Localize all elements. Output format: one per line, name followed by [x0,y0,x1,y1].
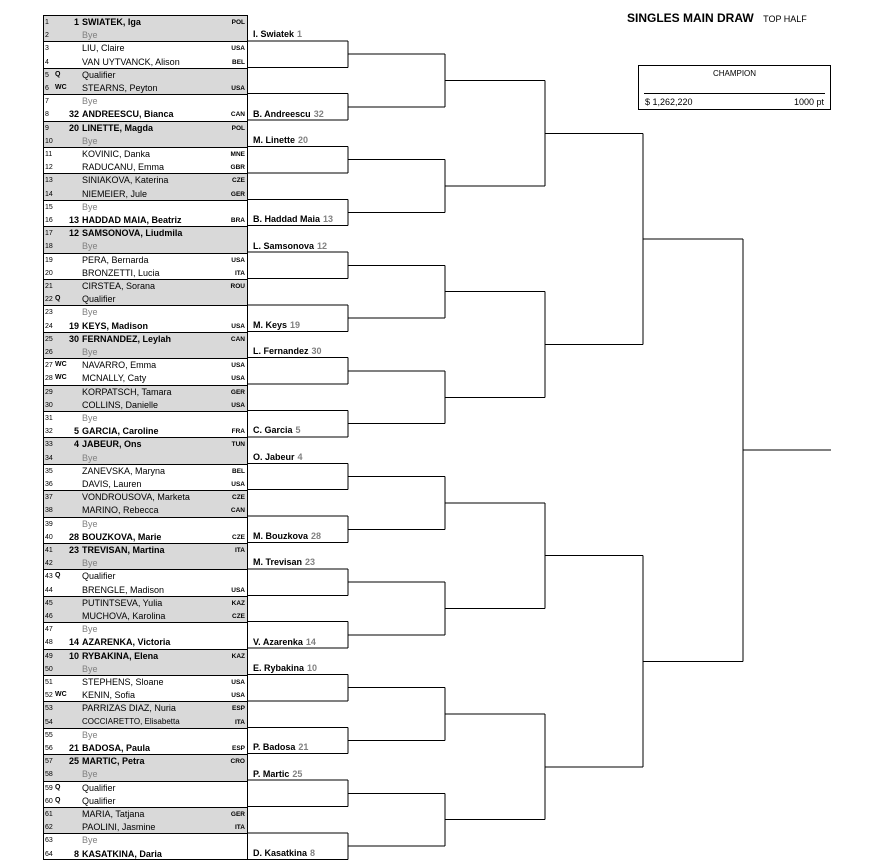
player-country: ITA [235,269,245,277]
draw-position: 25 [45,335,53,343]
advancing-player-name: M. Linette [253,135,295,145]
player-country: GER [230,190,245,198]
advancing-player-name: B. Haddad Maia [253,214,321,225]
player-country: CZE [232,533,245,541]
player-country: USA [231,679,245,686]
draw-position: 43 [45,573,53,581]
entry-status: WC [55,374,67,382]
player-country: ROU [230,283,245,290]
advancing-player-name: P. Martic [253,768,290,779]
player-country: USA [231,480,245,488]
draw-position: 64 [45,850,53,858]
player-country: ITA [235,718,245,726]
entry-status: Q [55,70,61,78]
player-country: USA [231,322,245,330]
player-seed: 21 [68,742,79,753]
player-country: POL [231,124,245,132]
player-name: MARIA, Tatjana [82,809,145,819]
advancing-player-name: L. Fernandez [253,346,309,357]
advancing-player-name: P. Badosa [253,742,296,753]
draw-position: 2 [45,32,49,40]
player-name: NAVARRO, Emma [82,360,157,371]
player-name: Qualifier [82,782,116,793]
player-name: KOVINIC, Danka [82,149,151,159]
player-name: Qualifier [82,571,116,582]
player-seed: 25 [68,756,79,767]
player-country: CZE [232,177,245,185]
draw-position: 27 [45,362,53,370]
player-country: USA [231,586,245,594]
player-name: PAOLINI, Jasmine [82,822,156,833]
player-name: Qualifier [82,294,116,305]
draw-position: 30 [45,401,53,409]
player-country: ESP [231,705,245,713]
player-name: ANDREESCU, Bianca [82,109,174,120]
advancing-player-seed: 21 [298,742,309,753]
player-seed: 19 [68,320,79,331]
player-name: COCCIARETTO, Elisabetta [82,716,180,726]
player-country: CZE [232,494,245,502]
player-country: POL [231,19,245,26]
player-country: ITA [235,547,245,554]
draw-position: 39 [45,520,53,528]
draw-position: 58 [45,771,53,779]
player-name: SINIAKOVA, Katerina [82,175,169,186]
player-country: CAN [230,507,245,515]
player-country: BRA [230,216,245,224]
draw-position: 14 [45,190,53,198]
player-name: KASATKINA, Daria [82,848,162,859]
player-country: GER [230,811,245,818]
player-name: Bye [82,135,98,146]
player-name: CIRSTEA, Sorana [82,281,156,291]
draw-title: SINGLES MAIN DRAW [627,11,754,25]
player-name: LIU, Claire [82,43,125,54]
draw-position: 9 [45,124,49,132]
player-country: MNE [230,151,245,158]
player-country: CZE [232,612,245,620]
player-country: USA [231,401,245,409]
draw-position: 15 [45,203,53,211]
champion-label: CHAMPION [712,69,757,78]
draw-position: 29 [45,388,53,396]
advancing-player-name: B. Andreescu [253,108,311,119]
player-seed: 10 [68,650,79,661]
player-name: Bye [82,729,98,740]
player-name: HADDAD MAIA, Beatriz [82,214,182,225]
player-name: KENIN, Sofia [82,690,136,701]
advancing-player-seed: 25 [292,768,303,779]
draw-position: 61 [45,811,53,818]
player-country: KAZ [231,599,245,607]
champion-ranking-points: 1000 pt [793,97,824,107]
player-name: JABEUR, Ons [82,439,142,450]
draw-position: 3 [45,45,49,53]
advancing-player-name: O. Jabeur [253,451,295,462]
advancing-player-seed: 13 [323,214,334,225]
player-name: PERA, Bernarda [82,254,149,265]
player-seed: 20 [68,122,79,133]
draw-position: 53 [45,705,53,713]
player-name: Bye [82,346,98,357]
player-name: SAMSONOVA, Liudmila [82,228,183,239]
draw-position: 5 [45,71,49,79]
player-country: USA [231,45,245,53]
player-seed: 28 [68,531,79,542]
draw-position: 63 [45,837,53,845]
player-name: Bye [82,558,98,569]
draw-position: 62 [45,824,53,832]
player-name: MARTIC, Petra [82,756,145,767]
player-seed: 8 [73,848,79,859]
player-seed: 1 [73,17,79,27]
draw-position: 44 [45,586,53,594]
entry-status: Q [55,796,61,804]
draw-position: 40 [45,533,53,541]
advancing-player-seed: 19 [290,319,301,330]
entry-status: WC [55,691,67,699]
player-name: SWIATEK, Iga [82,17,141,27]
draw-position: 55 [45,731,53,739]
draw-position: 8 [45,111,49,119]
entry-status: WC [55,83,67,91]
entry-status: Q [55,572,61,580]
advancing-player-seed: 30 [311,346,322,357]
draw-position: 47 [45,626,53,634]
player-name: BRENGLE, Madison [82,584,165,595]
draw-position: 59 [45,784,53,792]
draw-position: 41 [45,547,53,554]
draw-position: 19 [45,256,53,264]
player-country: USA [231,375,245,383]
advancing-player-seed: 10 [307,663,318,673]
draw-position: 50 [45,665,53,673]
advancing-player-name: M. Trevisan [253,557,303,568]
player-seed: 32 [68,109,79,120]
player-name: BOUZKOVA, Marie [82,531,162,542]
player-name: MUCHOVA, Karolina [82,610,166,621]
draw-position: 11 [45,151,53,158]
player-seed: 30 [68,333,79,344]
player-country: USA [231,256,245,264]
draw-position: 28 [45,375,53,383]
player-country: USA [231,692,245,700]
draw-position: 52 [45,692,53,700]
player-name: KEYS, Madison [82,320,149,331]
draw-subtitle: TOP HALF [763,14,807,24]
player-name: Qualifier [82,795,116,806]
draw-position: 37 [45,494,53,502]
player-seed: 23 [68,545,79,555]
player-name: STEPHENS, Sloane [82,677,164,687]
advancing-player-name: L. Samsonova [253,240,315,251]
player-name: VONDROUSOVA, Marketa [82,492,190,503]
draw-position: 18 [45,243,53,251]
draw-position: 51 [45,679,53,686]
player-name: Bye [82,30,98,41]
draw-position: 1 [45,19,49,26]
player-seed: 13 [68,214,79,225]
draw-position: 20 [45,269,53,277]
player-seed: 4 [73,439,79,450]
player-name: LINETTE, Magda [82,122,154,133]
player-name: PUTINTSEVA, Yulia [82,597,163,608]
player-country: TUN [231,441,245,449]
draw-position: 57 [45,758,53,766]
entry-status: WC [55,361,67,369]
draw-position: 24 [45,322,53,330]
player-name: VAN UYTVANCK, Alison [82,56,180,67]
draw-position: 22 [45,296,53,304]
draw-position: 42 [45,560,53,568]
advancing-player-seed: 12 [317,240,328,251]
draw-position: 56 [45,744,53,752]
player-country: USA [231,84,245,92]
player-name: Bye [82,769,98,780]
draw-position: 32 [45,428,53,436]
draw-position: 7 [45,98,49,106]
entry-status: Q [55,295,61,303]
player-country: CAN [230,111,245,119]
draw-position: 45 [45,599,53,607]
advancing-player-name: M. Keys [253,319,288,330]
player-name: Bye [82,452,98,463]
player-name: TREVISAN, Martina [82,545,165,555]
draw-position: 35 [45,467,53,475]
draw-position: 60 [45,797,53,805]
player-name: MCNALLY, Caty [82,373,147,384]
draw-position: 36 [45,480,53,488]
player-seed: 12 [68,228,79,239]
player-name: Bye [82,96,98,107]
advancing-player-name: M. Bouzkova [253,531,309,541]
draw-position: 10 [45,137,53,145]
draw-position: 34 [45,454,53,462]
player-name: Bye [82,241,98,252]
advancing-player-name: E. Rybakina [253,663,305,673]
player-name: GARCIA, Caroline [82,426,159,437]
draw-position: 49 [45,652,53,660]
player-name: STEARNS, Peyton [82,82,158,93]
advancing-player-name: C. Garcia [253,425,293,436]
advancing-player-name: V. Azarenka [253,636,303,647]
player-country: KAZ [231,652,245,660]
player-name: NIEMEIER, Jule [82,188,148,199]
advancing-player-seed: 1 [297,29,303,40]
player-country: CRO [230,758,245,766]
draw-position: 54 [45,718,53,726]
draw-position: 31 [45,415,53,422]
player-country: GER [230,388,245,396]
advancing-player-name: D. Kasatkina [253,847,308,858]
player-name: RYBAKINA, Elena [82,650,159,661]
player-name: MARINO, Rebecca [82,505,159,516]
draw-position: 23 [45,309,53,317]
player-seed: 5 [73,426,79,437]
player-name: COLLINS, Danielle [82,399,159,410]
draw-position: 17 [45,230,53,238]
player-name: BADOSA, Paula [82,742,151,753]
player-name: Bye [82,413,98,423]
player-country: ESP [231,744,245,752]
draw-position: 6 [45,84,49,92]
player-name: RADUCANU, Emma [82,162,165,173]
champion-prize-money: $ 1,262,220 [645,97,693,107]
player-name: PARRIZAS DIAZ, Nuria [82,703,176,714]
advancing-player-name: I. Swiatek [253,29,295,40]
draw-position: 13 [45,177,53,185]
player-name: KORPATSCH, Tamara [82,386,172,397]
player-name: ZANEVSKA, Maryna [82,465,166,476]
advancing-player-seed: 23 [305,557,316,568]
player-country: CAN [230,335,245,343]
player-name: Qualifier [82,69,116,80]
player-name: Bye [82,518,98,529]
advancing-player-seed: 5 [295,425,301,436]
player-country: BEL [232,58,245,66]
player-name: Bye [82,307,98,318]
advancing-player-seed: 8 [310,847,316,858]
player-name: Bye [82,663,98,674]
advancing-player-seed: 32 [313,108,324,119]
draw-position: 38 [45,507,53,515]
advancing-player-seed: 4 [297,451,303,462]
player-seed: 14 [68,637,79,648]
draw-position: 4 [45,58,49,66]
player-name: Bye [82,201,98,212]
entry-status: Q [55,783,61,791]
advancing-player-seed: 28 [311,531,322,541]
advancing-player-seed: 20 [298,135,309,145]
player-name: Bye [82,835,98,846]
player-country: USA [231,362,245,370]
player-country: ITA [235,824,245,832]
player-name: DAVIS, Lauren [82,478,142,489]
draw-position: 21 [45,283,53,290]
advancing-player-seed: 14 [305,636,316,647]
player-name: Bye [82,624,98,635]
draw-position: 16 [45,216,53,224]
player-country: BEL [232,467,245,475]
player-name: BRONZETTI, Lucia [82,267,160,278]
draw-position: 48 [45,639,53,647]
player-name: AZARENKA, Victoria [82,637,171,648]
draw-position: 33 [45,441,53,449]
draw-position: 46 [45,612,53,620]
draw-position: 12 [45,164,53,172]
player-country: FRA [231,428,245,436]
player-country: GBR [230,164,245,172]
draw-position: 26 [45,348,53,356]
player-name: FERNANDEZ, Leylah [82,333,172,344]
